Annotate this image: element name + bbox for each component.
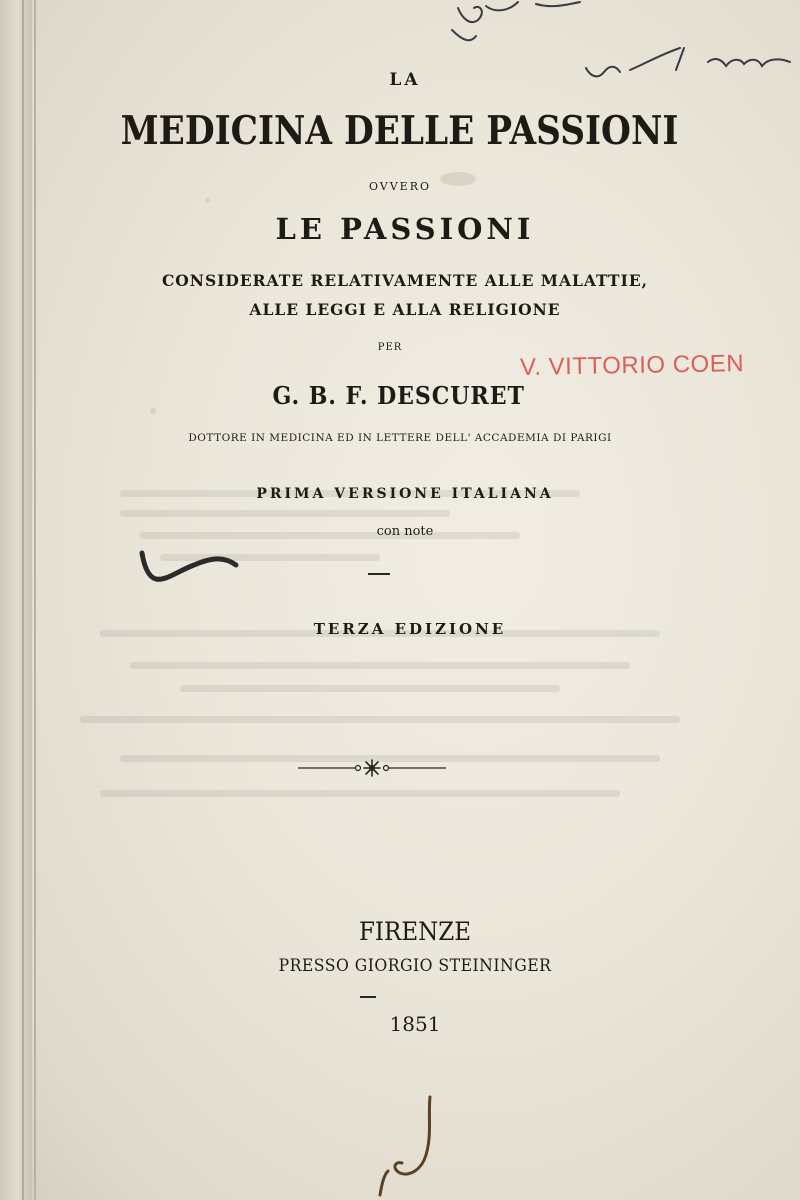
notes-line: con note — [376, 524, 434, 539]
title-conjunction: OVVERO — [368, 180, 432, 193]
publisher: PRESSO GIORGIO STEININGER — [278, 956, 552, 975]
translation-version: PRIMA VERSIONE ITALIANA — [256, 486, 554, 502]
subtitle: LE PASSIONI — [275, 212, 535, 246]
author-prefix: PER — [377, 342, 403, 353]
author-credentials: DOTTORE IN MEDICINA ED IN LETTERE DELL' ACCADEMIA DI PARIGI — [188, 432, 612, 444]
subtitle-description-line2: ALLE LEGGI E ALLA RELIGIONE — [249, 300, 561, 319]
pen-scribble — [138, 545, 248, 590]
subtitle-description-line1: CONSIDERATE RELATIVAMENTE ALLE MALATTIE, — [161, 271, 649, 290]
ornament-divider — [296, 758, 448, 778]
publication-year: 1851 — [389, 1012, 441, 1036]
divider-rule — [368, 573, 390, 575]
author-name: G. B. F. DESCURET — [272, 381, 525, 410]
divider-rule — [360, 996, 376, 998]
edition: TERZA EDIZIONE — [313, 620, 507, 638]
title-article: LA — [389, 70, 421, 90]
handwritten-annotation — [440, 0, 800, 110]
owner-stamp: V. VITTORIO COEN — [519, 350, 745, 381]
main-title: MEDICINA DELLE PASSIONI — [120, 108, 679, 154]
ink-mark — [370, 1095, 450, 1200]
paper-stain — [205, 198, 210, 203]
publication-city: FIRENZE — [358, 917, 472, 946]
